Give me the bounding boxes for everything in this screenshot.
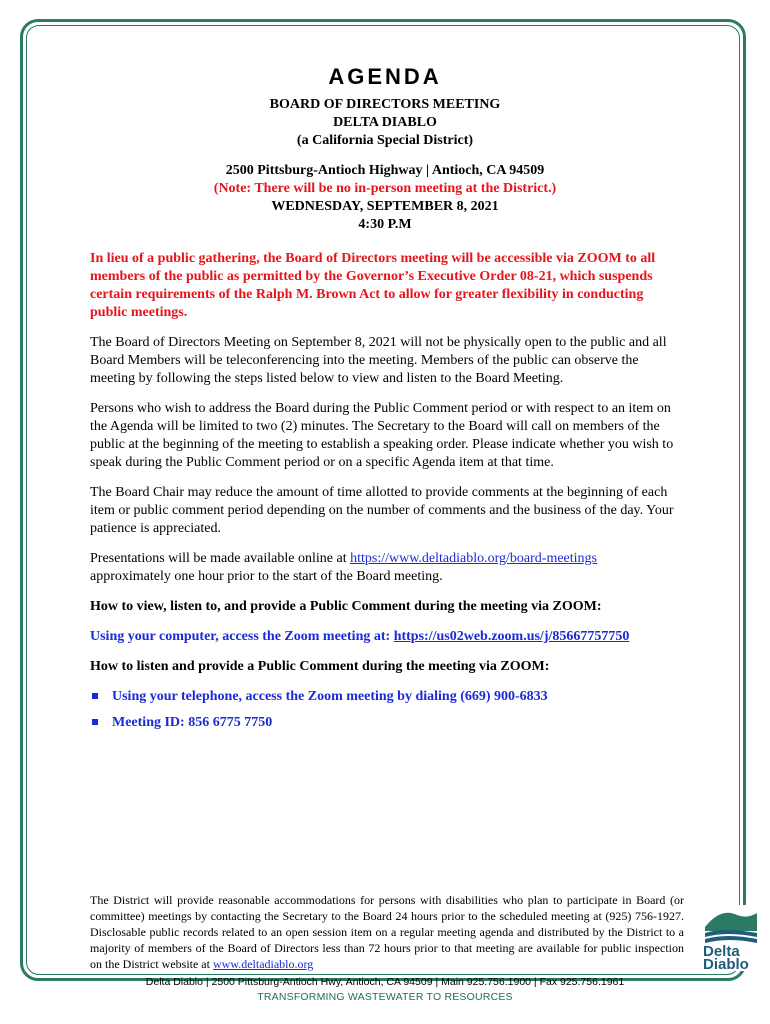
accommodations-footnote: The District will provide reasonable accommodations for persons with disabilities who plan to participate in Board (or committee) meetings by contacting the Secretary to the Board 24 hours prior to the scheduled meeting at (925) 756-1927. Disclosable public records related to an open session item on a regular meeting agenda and distributed by the District to a majority of members of the Board of Directors less than 72 hours prior to that meeting are available for public inspection on the District website at www.deltadiablo.org xyxy=(90,893,684,971)
list-item: Using your telephone, access the Zoom meeting by dialing (669) 900-6833 xyxy=(90,688,680,706)
zoom-meeting-link[interactable]: https://us02web.zoom.us/j/85667757750 xyxy=(393,629,630,644)
agenda-content xyxy=(90,64,680,740)
paragraph-board-chair: The Board Chair may reduce the amount of time allotted to provide comments at the beginning of each item or public comment period depending on the number of comments and the business of the day. Your patience is appreciated. xyxy=(90,485,674,536)
in-person-note: (Note: There will be no in-person meeting at the District.) xyxy=(213,181,557,196)
paragraph-teleconference: The Board of Directors Meeting on September 8, 2021 will not be physically open to the public and all Board Members will be teleconferencing into the meeting. Members of the public can observe the meeting by following the steps listed below to view and listen to the Board Meeting. xyxy=(90,335,667,386)
meeting-date: WEDNESDAY, SEPTEMBER 8, 2021 xyxy=(271,199,499,214)
footer-tagline: TRANSFORMING WASTEWATER TO RESOURCES xyxy=(257,991,513,1003)
meeting-name: BOARD OF DIRECTORS MEETING xyxy=(269,97,501,112)
meeting-time: 4:30 P.M xyxy=(358,217,412,232)
logo-landscape-icon xyxy=(703,905,759,945)
page-title: AGENDA xyxy=(328,64,442,89)
computer-access-line: Using your computer, access the Zoom meeting at: https://us02web.zoom.us/j/85667757750 xyxy=(90,629,630,644)
organization-name: DELTA DIABLO xyxy=(333,115,437,130)
paragraph-presentations: Presentations will be made available online at https://www.deltadiablo.org/board-meetings approximately one hour prior to the start of the Board meeting. xyxy=(90,551,597,584)
footer-contact: Delta Diablo | 2500 Pittsburg-Antioch Hwy, Antioch, CA 94509 | Main 925.756.1900 | Fax 925.756.1961 xyxy=(145,976,625,988)
meeting-address: 2500 Pittsburg-Antioch Highway | Antioch, CA 94509 xyxy=(225,163,545,178)
bullet-square-icon xyxy=(92,719,98,725)
heading-view-listen: How to view, listen to, and provide a Public Comment during the meeting via ZOOM: xyxy=(90,599,602,614)
delta-diablo-logo xyxy=(703,905,759,971)
district-website-link[interactable]: www.deltadiablo.org xyxy=(212,957,314,971)
paragraph-public-comment: Persons who wish to address the Board during the Public Comment period or with respect to an item on the Agenda will be limited to two (2) minutes. The Secretary to the Board will call on members of the public at the beginning of the meeting to establish a speaking order. Please indicate whether you wish to speak during the Public Comment period or on a specific Agenda item at that time. xyxy=(90,401,674,470)
organization-type: (a California Special District) xyxy=(296,133,474,148)
zoom-notice: In lieu of a public gathering, the Board of Directors meeting will be accessible via ZOOM to all members of the public as permitted by the Governor’s Executive Order 08-21, which suspends certain requirements of the Ralph M. Brown Act to allow for greater flexibility in conducting public meetings. xyxy=(90,251,656,320)
logo-wordmark: Delta Diablo xyxy=(703,943,749,973)
phone-instructions-list xyxy=(90,688,680,732)
bullet-square-icon xyxy=(92,693,98,699)
board-meetings-link[interactable]: https://www.deltadiablo.org/board-meetings xyxy=(350,551,597,566)
heading-listen: How to listen and provide a Public Comment during the meeting via ZOOM: xyxy=(90,659,550,674)
list-item: Meeting ID: 856 6775 7750 xyxy=(90,714,680,732)
